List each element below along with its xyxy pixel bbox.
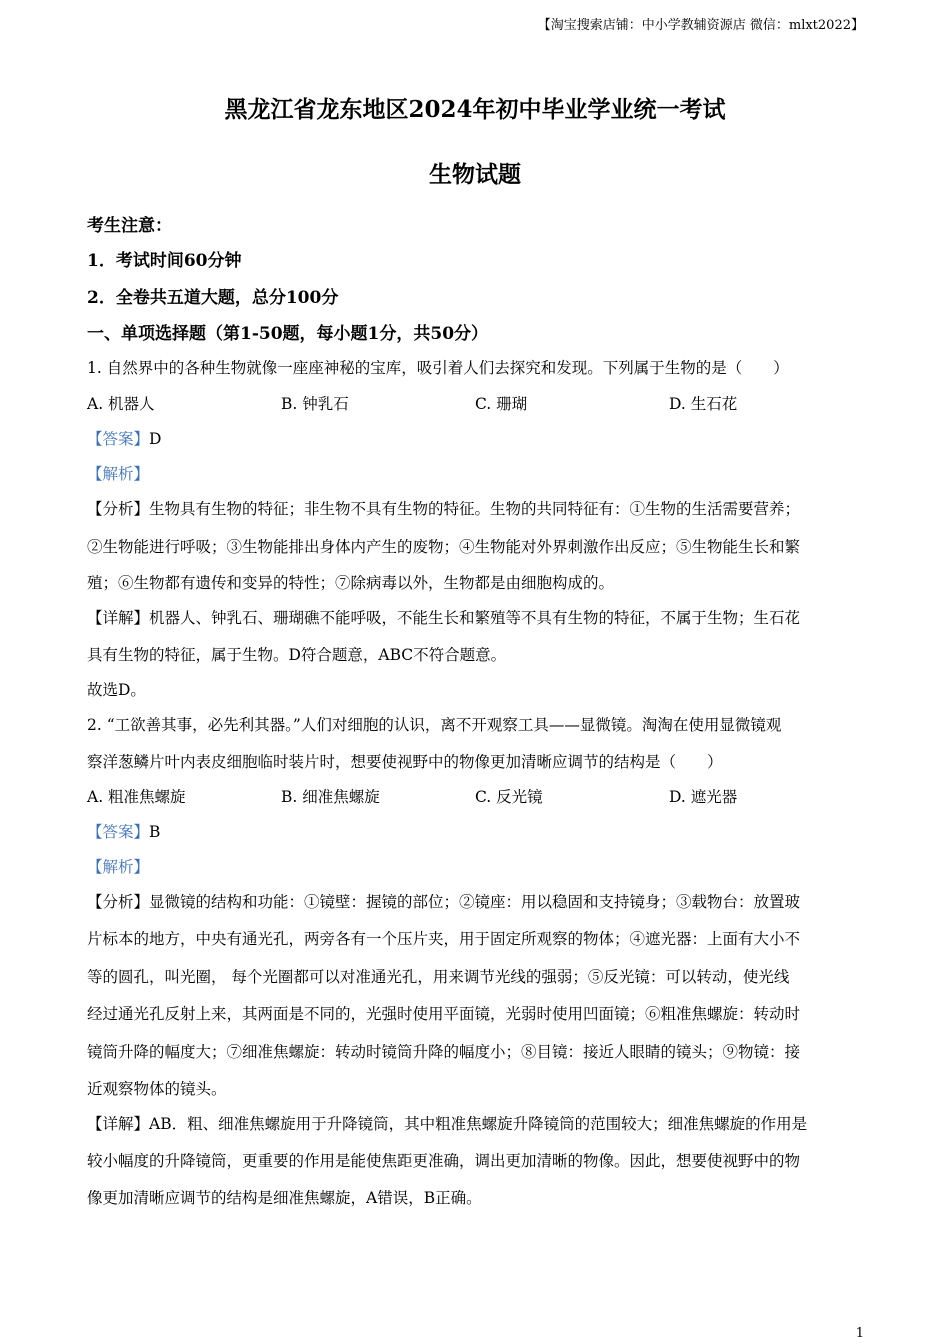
q1-option-d: D. 生石花 bbox=[669, 395, 738, 413]
answer-value: B bbox=[149, 823, 161, 841]
q2-option-b: B. 细准焦螺旋 bbox=[281, 788, 380, 806]
q1-conclusion: 故选D。 bbox=[87, 681, 146, 699]
q1-option-b: B. 钟乳石 bbox=[281, 395, 349, 413]
q1-stem: 1. 自然界中的各种生物就像一座座神秘的宝库，吸引着人们去探究和发现。下列属于生物的是（ ） bbox=[87, 359, 789, 377]
notice-item: 2．全卷共五道大题，总分100分 bbox=[87, 288, 339, 308]
q1-answer bbox=[87, 427, 161, 449]
q2-analysis-label: 【解析】 bbox=[87, 858, 150, 876]
q1-option-a: A. 机器人 bbox=[87, 395, 155, 413]
q2-stem-line: 察洋葱鳞片叶内表皮细胞临时装片时，想要使视野中的物像更加清晰应调节的结构是（ ） bbox=[87, 753, 723, 771]
page-number: 1 bbox=[855, 1326, 864, 1341]
q2-stem-line: 2. “工欲善其事，必先利其器。”人们对细胞的认识，离不开观察工具——显微镜。淘淘在使用显微镜观 bbox=[87, 716, 782, 734]
q1-fenxi-line: ②生物能进行呼吸；③生物能排出身体内产生的废物；④生物能对外界刺激作出反应；⑤生物能生长和繁 bbox=[87, 538, 801, 556]
q2-fenxi-line: 片标本的地方，中央有通光孔，两旁各有一个压片夹，用于固定所观察的物体；④遮光器：上面有大小不 bbox=[87, 930, 801, 948]
q2-xiangjie-line: 像更加清晰应调节的结构是细准焦螺旋，A错误，B正确。 bbox=[87, 1189, 482, 1207]
q1-analysis-label: 【解析】 bbox=[87, 465, 150, 483]
header-note: 【淘宝搜索店铺：中小学教辅资源店 微信：mlxt2022】 bbox=[537, 18, 864, 33]
page-title: 黑龙江省龙东地区2024年初中毕业学业统一考试 bbox=[224, 96, 726, 123]
q1-fenxi-line: 【分析】生物具有生物的特征；非生物不具有生物的特征。生物的共同特征有：①生物的生活需要营养； bbox=[87, 500, 801, 518]
answer-value: D bbox=[149, 430, 162, 448]
notice-item: 1．考试时间60分钟 bbox=[87, 251, 242, 271]
q2-fenxi-line: 镜筒升降的幅度大；⑦细准焦螺旋：转动时镜筒升降的幅度小；⑧目镜：接近人眼睛的镜头；⑨物镜：接 bbox=[87, 1043, 801, 1061]
q2-answer bbox=[87, 820, 160, 842]
section-heading: 一、单项选择题（第1-50题，每小题1分，共50分） bbox=[87, 324, 489, 344]
q1-option-c: C. 珊瑚 bbox=[475, 395, 528, 413]
answer-label: 【答案】 bbox=[87, 823, 150, 841]
notice-heading: 考生注意： bbox=[87, 216, 172, 236]
q1-xiangjie-line: 具有生物的特征，属于生物。D符合题意，ABC不符合题意。 bbox=[87, 646, 507, 664]
q1-fenxi-line: 殖；⑥生物都有遗传和变异的特性；⑦除病毒以外，生物都是由细胞构成的。 bbox=[87, 574, 615, 592]
q2-option-d: D. 遮光器 bbox=[669, 788, 738, 806]
q2-fenxi-line: 近观察物体的镜头。 bbox=[87, 1080, 227, 1098]
q2-xiangjie-line: 较小幅度的升降镜筒，更重要的作用是能使焦距更准确，调出更加清晰的物像。因此，想要使视野中的物 bbox=[87, 1152, 801, 1170]
q2-fenxi-line: 【分析】显微镜的结构和功能：①镜壁：握镜的部位；②镜座：用以稳固和支持镜身；③载物台：放置玻 bbox=[87, 893, 801, 911]
answer-label: 【答案】 bbox=[87, 430, 150, 448]
q2-option-c: C. 反光镜 bbox=[475, 788, 543, 806]
q2-fenxi-line: 经过通光孔反射上来，其两面是不同的，光强时使用平面镜，光弱时使用凹面镜；⑥粗准焦螺旋：转动时 bbox=[87, 1005, 801, 1023]
q2-xiangjie-line: 【详解】AB．粗、细准焦螺旋用于升降镜筒，其中粗准焦螺旋升降镜筒的范围较大；细准焦螺旋的作用是 bbox=[87, 1115, 808, 1133]
q2-option-a: A. 粗准焦螺旋 bbox=[87, 788, 186, 806]
q2-fenxi-line: 等的圆孔，叫光圈， 每个光圈都可以对准通光孔，用来调节光线的强弱；⑤反光镜：可以转动，使光线 bbox=[87, 968, 790, 986]
q1-xiangjie-line: 【详解】机器人、钟乳石、珊瑚礁不能呼吸，不能生长和繁殖等不具有生物的特征，不属于生物；生石花 bbox=[87, 609, 801, 627]
page-subtitle: 生物试题 bbox=[429, 161, 521, 188]
